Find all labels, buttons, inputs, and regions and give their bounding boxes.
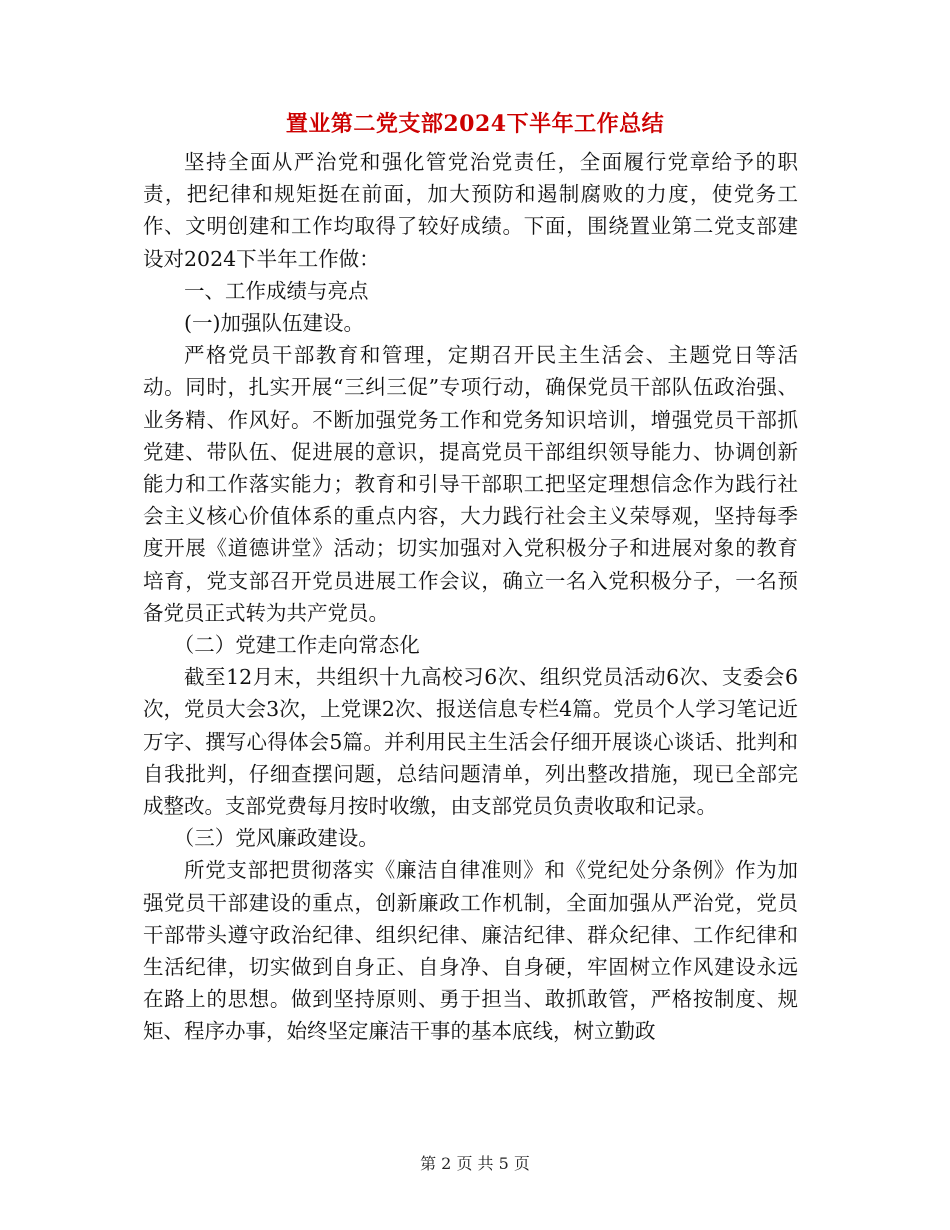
subsection-heading-1: (一)加强队伍建设。 (184, 311, 364, 336)
paragraph-party-building: 截至12月末，共组织十九高校习6次、组织党员活动6次、支委会6次，党员大会3次，上党课2次、报送信息专栏4篇。党员个人学习笔记近万字、撰写心得体会5篇。并利用民主生活会仔细开展谈心谈话、批判和自我批判，仔细查摆问题，总结问题清单，列出整改措施，现已全部完成整改。支部党费每月按时收缴，由支部党员负责收取和记录。 (143, 665, 798, 819)
subsection-heading-3: （三）党风廉政建设。 (173, 826, 379, 851)
paragraph-intro: 坚持全面从严治党和强化管党治党责任，全面履行党章给予的职责，把纪律和规矩挺在前面，加大预防和遏制腐败的力度，使党务工作、文明创建和工作均取得了较好成绩。下面，围绕置业第二党支部建设对2024下半年工作做： (143, 150, 798, 271)
page-number-footer: 第 2 页 共 5 页 (420, 1154, 530, 1173)
document-body (143, 146, 798, 1048)
document-title: 置业第二党支部2024下半年工作总结 (285, 111, 665, 137)
subsection-heading-2: （二）党建工作走向常态化 (173, 633, 420, 658)
paragraph-team-building: 严格党员干部教育和管理，定期召开民主生活会、主题党日等活动。同时，扎实开展“三纠三促”专项行动，确保党员干部队伍政治强、业务精、作风好。不断加强党务工作和党务知识培训，增强党员干部抓党建、带队伍、促进展的意识，提高党员干部组织领导能力、协调创新能力和工作落实能力；教育和引导干部职工把坚定理想信念作为践行社会主义核心价值体系的重点内容，大力践行社会主义荣辱观，坚持每季度开展《道德讲堂》活动；切实加强对入党积极分子和进展对象的教育培育，党支部召开党员进展工作会议，确立一名入党积极分子，一名预备党员正式转为共产党员。 (143, 343, 798, 625)
section-heading-1: 一、工作成绩与亮点 (184, 278, 369, 303)
paragraph-integrity: 所党支部把贯彻落实《廉洁自律准则》和《党纪处分条例》作为加强党员干部建设的重点，创新廉政工作机制，全面加强从严治党，党员干部带头遵守政治纪律、组织纪律、廉洁纪律、群众纪律、工作纪律和生活纪律，切实做到自身正、自身净、自身硬，牢固树立作风建设永远在路上的思想。做到坚持原则、勇于担当、敢抓敢管，严格按制度、规矩、程序办事，始终坚定廉洁干事的基本底线，树立勤政 (143, 858, 798, 1044)
